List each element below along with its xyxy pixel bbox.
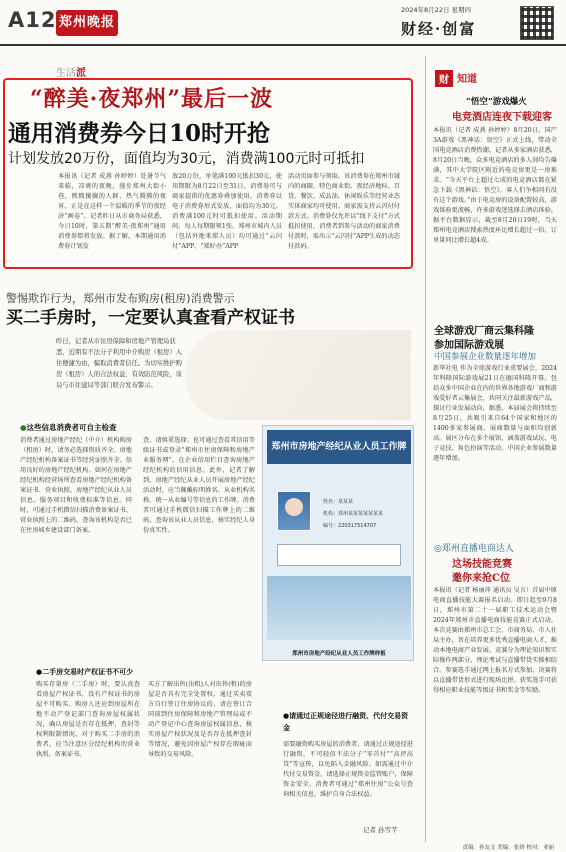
- property-kicker: 警惕欺诈行为，郑州市发布购房(租房)消费警示: [6, 292, 235, 305]
- subsection-heading-2: ●二手房交易时产权证书不可少: [36, 667, 134, 676]
- news2-body: 新华社电 作为全球游戏行业重要展会，2024年科隆国际游戏展21日在德国科隆开幕。包括众多中国企业在内的世界各地游戏厂商和游戏爱好者云集展会，共同关注最新游戏产品，探讨行业发展动向。据悉，本届展会将持续至8月25日，共吸引来自64个国家和地区的1400多家参展商。展商数量与面积均创新高。展区分布在多个展馆，涵盖游戏试玩、电子竞技、角色扮演等活动。中国企业参展数量逐年增加。: [433, 365, 557, 462]
- kicker-prefix: 生活: [56, 68, 76, 79]
- subsection-heading-1: [20, 422, 117, 433]
- card-company-label: 机构：: [323, 511, 339, 517]
- card-info-strip: [277, 544, 401, 566]
- card-name-label: 姓名：: [323, 499, 339, 505]
- column-divider: [425, 56, 426, 842]
- card-number-value: 220317514707: [338, 523, 377, 529]
- subsection-heading-1-text: 这些信息消费者可自主检查: [26, 423, 117, 432]
- page-footer: 责编：孙友文 美编：张妍 校对：亚丽: [462, 845, 554, 851]
- news1-title: “悟空”游戏爆火: [466, 97, 527, 107]
- page-number: A12: [8, 8, 57, 32]
- property-headline: 买二手房时，一定要认真查看产权证书: [6, 308, 295, 328]
- newspaper-logo: 郑州晚报: [56, 10, 118, 36]
- news1-subtitle: 电竞酒店连夜下载迎客: [452, 112, 552, 123]
- reporter-credit: 记者 孙雪芊: [363, 826, 398, 834]
- lead-column-2: 放20万份，单笔满100元抵扣30元，使用期限为8月22日至31日，消费券可与商家提供的优惠券叠加使用。消费券以电子消费券形式发放，面值均为30元，消费满100元时可抵扣使用。活动期间，每人每期限领1张。郑州市城内人员（包括外地来郑人员）均可通过“云闪付”APP、“郑好办”APP: [172, 173, 282, 250]
- card-name-row: [323, 498, 353, 505]
- header-divider: [0, 44, 566, 46]
- lead-column-3: 活动页面参与领取。该消费券在郑州市域内的商圈、特色商业街、夜经济地标、百货、餐饮、成品油、休闲娱乐等经营业态实体商家均可使用。商家需支持云闪付付款方式。消费券仅允许以“线下支付”方式抵扣使用，消费者到参与活动的商家消费付款时，需出示“云闪付”APP生成的动态付款码。: [288, 173, 400, 250]
- news3-title-line1: 这场技能竞赛: [452, 559, 512, 570]
- city-skyline-image: [267, 576, 411, 640]
- work-card-caption: 郑州市房地产经纪从业人员工作牌样板: [292, 651, 386, 657]
- card-company-value: 郑州某某某某某某某: [338, 511, 384, 517]
- person-photo-icon: [277, 491, 311, 531]
- property-column-2: 查，请慎重选择；也可通过查看其信用等级证书或登录“郑州市住房保障和房地产业服务网”，在企业信用栏目查询房地产经纪机构的信用信息。此外，记者了解到，房地产经纪从业人员开展房地产经纪活动时，应当佩戴标明姓名、从业机构名称、统一从业编号等信息的工作牌。消费者可通过手机微信扫描工作牌上的二维码，查询该从业人员信息，核实经纪人身份真实性。: [143, 437, 255, 534]
- property-intro: 昨日，记者从市住房保障和房地产管理局获悉，近期有不法分子利用中介购房（租房）入住便捷为由，骗取消费者信任。为切实维护购房（租房）人的合法权益，有效防范风险，该局与市住建局等部门联合发布警示。: [56, 338, 182, 389]
- section-label: 知道: [457, 74, 477, 85]
- subsection-heading-3: ●请通过正规途径进行融资、代付交易资金: [283, 711, 409, 732]
- card-company-row: [323, 510, 383, 517]
- lead-kicker: [56, 64, 86, 79]
- property-column-3: 购买存量房（二手房）时，要认真查看房屋产权证书，没有产权证书的房屋不可购买。购房人还应到房屋所在地不动产登记部门查询房屋权属状况，确认房屋是否存在抵押、查封等权利限制情况。对于购买二手房的消费者，应当注意区分经纪机构的营业执照、备案证书。: [36, 681, 140, 758]
- card-number-row: [323, 522, 376, 529]
- news3-body: 本报讯（记者 杨丽萍 通讯员 吴言）首届中原电商直播技能大赛报名启动。即日起至9月8日，郑州市第二十一届职工技术运动会暨2024年郑州市直播电商技能竞赛正式启动。本次竞赛由郑州市总工会、市商务局、市人社局主办，旨在培养更多优秀直播电商人才，推动本地电商产业发展。竞赛分为理论知识和实际操作两部分，理论考试与直播带货实操相结合。参赛选手通过网上报名方式参加，决赛将以直播带货形式进行现场比拼。获奖选手可获得相应职业技能等级证书和奖金等奖励。: [433, 587, 557, 694]
- property-column-5: 需要融资购买房屋的消费者，请通过正规途径进行融资，不可轻信不法分子“零首付”“高评高贷”等宣传，以免陷入金融风险。如需通过中介代付交易资金，请选择正规资金监管账户，保障资金安全。消费者可通过“郑州住房”公众号查询相关信息，维护自身合法权益。: [283, 741, 413, 798]
- issue-date: 2024年8月22日 星期四: [401, 6, 472, 14]
- section-title: 财经·创富: [401, 20, 477, 38]
- kicker-tag: 派: [76, 68, 86, 79]
- news3-kicker: ◎郑州直播电商达人: [434, 544, 514, 554]
- lead-column-1: 本报讯（记者 成燕 孙婷婷）处暑节气来临，凉爽的夜晚，漫步郑州大街小巷，熙熙攘攘的人群、热气腾腾的夜宵，正是在这样一个温暖的季节的夜经济“画卷”。记者昨日从市商务局获悉，今日10时，第五期“醉美·夜郑州”通用消费券即将发放。据了解，本期通用消费券计划发: [58, 173, 166, 250]
- news2-title-line1: 全球游戏厂商云集科隆: [434, 326, 534, 337]
- lead-subheadline: 计划发放20万份，面值均为30元，消费满100元时可抵扣: [8, 151, 365, 167]
- news1-body: 本报讯（记者 成燕 孙婷婷）8月20日，国产3A游戏《黑神话：悟空》正式上线，带动全国电竞酒店消费热潮。记者从多家酒店获悉，8月20日当晚，众多电竞酒店的多人间均告爆满，其中大学院区附近的电竞房更是一房难求。“今天平台上超过七成的电竞酒店都在紧急下载《黑神话：悟空》，客人们争相问有没有这个游戏。”由于电竞房的设备配置较高，游戏体验更流畅，许多游戏迷选择去酒店体验。据平台数据显示，截至8月20日19时，当天郑州电竞酒店搜索热度环比增长超过一倍，订单量同比增长超4成。: [433, 127, 557, 244]
- work-card-sample: [262, 425, 414, 661]
- lead-headline-top: “醉美·夜郑州”最后一波: [30, 86, 273, 112]
- property-column-1: 消费者通过房地产经纪（中介）机构购房（租房）时，请务必选择资质齐全、房地产经纪机构备案证书等经营证照齐全、信用良好的房地产经纪机构。如何在房地产经纪机构经营场所查看房地产经纪机构备案证书、营业执照、房地产经纪从业人员信息、服务项目和收费标准等信息。同时，可通过手机微信扫描消费备案证书、营业执照上的二维码，查询该机构是否已在住房城乡建设部门备案。: [20, 437, 132, 534]
- news2-subtitle: 中国参展企业数量逐年增加: [434, 352, 537, 362]
- qr-code-icon: [520, 6, 554, 40]
- news2-title-line2: 参加国际游戏展: [434, 340, 504, 351]
- card-number-label: 编号：: [323, 523, 339, 529]
- property-column-4: 买方了解出售(出租)人对出售(租)的房屋是否具有完全处置权。通过买卖双方自行签订住房协议的，请在签订合同前到住房保障和房地产管理局或不动产登记中心查询房屋权属信息，核实房屋产权状况及是否存在抵押查封等情况，避免因房屋产权存在瑕疵而导致的交易风险。: [148, 681, 252, 758]
- news3-title-line2: 邀你来抢C位: [452, 573, 510, 584]
- bullet-icon: ●: [20, 423, 27, 432]
- lead-headline-main: 通用消费券今日10时开抢: [8, 120, 271, 147]
- decorative-background: [186, 330, 411, 420]
- section-tag: 财: [435, 70, 453, 87]
- card-name-value: 某某某: [338, 499, 354, 505]
- work-card-title: 郑州市房地产经纪从业人员工作牌: [267, 430, 411, 464]
